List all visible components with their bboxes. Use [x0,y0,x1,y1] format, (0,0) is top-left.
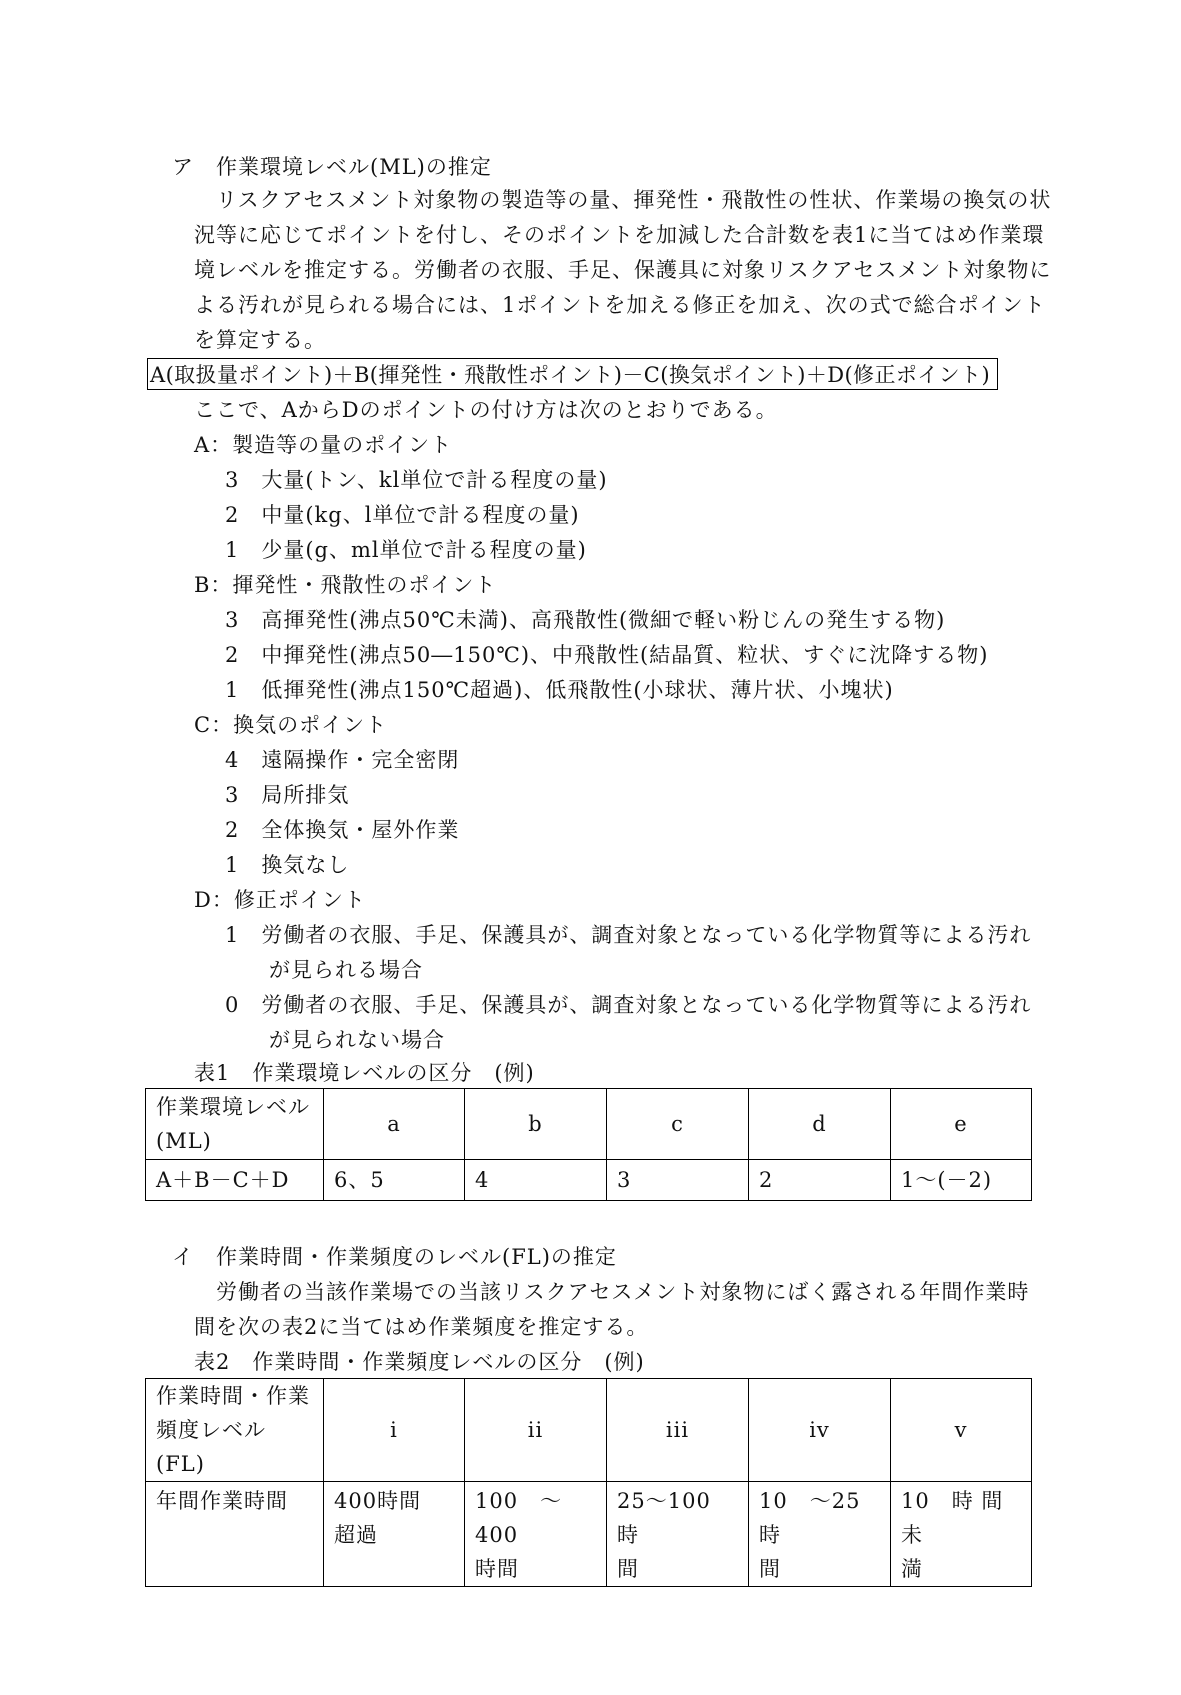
point-d-title: D：修正ポイント [194,888,366,912]
table-row [146,1379,1032,1482]
table2-caption: 表2 作業時間・作業頻度レベルの区分 (例) [194,1350,645,1374]
paragraph-line: よる汚れが見られる場合には、1ポイントを加える修正を加え、次の式で総合ポイント [194,293,1046,317]
value-cell: 4 [465,1160,607,1201]
value-line: 間 [759,1557,781,1581]
point-c-title: C：換気のポイント [194,713,388,737]
paragraph-line: 間を次の表2に当てはめ作業頻度を推定する。 [194,1315,649,1339]
paragraph-line: 況等に応じてポイントを付し、そのポイントを加減した合計数を表1に当てはめ作業環 [194,223,1045,247]
point-a-item: 1 少量(g、ml単位で計る程度の量) [225,538,587,562]
table-row [146,1089,1032,1160]
level-cell: c [607,1089,749,1160]
value-cell: 2 [749,1160,891,1201]
value-cell: 1～(－2) [891,1160,1032,1201]
level-cell: d [749,1089,891,1160]
value-cell [607,1482,749,1587]
point-b-item: 3 高揮発性(沸点50℃未満)、高飛散性(微細で軽い粉じんの発生する物) [225,608,946,632]
formula-box: A(取扱量ポイント)＋B(揮発性・飛散性ポイント)－C(換気ポイント)＋D(修正ポイント) [147,358,998,390]
row-label-cell: A＋B－C＋D [146,1160,324,1201]
point-c-item: 1 換気なし [225,853,350,877]
value-cell [324,1482,465,1587]
point-c-item: 4 遠隔操作・完全密閉 [225,748,460,772]
level-cell: iii [607,1379,749,1482]
work-frequency-level-table [145,1378,1032,1587]
paragraph-line: 境レベルを推定する。労働者の衣服、手足、保護具に対象リスクアセスメント対象物に [194,258,1052,282]
value-line: 10 時 間 未 [901,1489,1004,1547]
value-cell: 6、5 [324,1160,465,1201]
point-d-item: 0 労働者の衣服、手足、保護具が、調査対象となっている化学物質等による汚れ [225,993,1032,1017]
section-a-heading: ア 作業環境レベル(ML)の推定 [172,155,492,179]
point-a-item: 3 大量(トン、kl単位で計る程度の量) [225,468,608,492]
table-header-cell [146,1379,324,1482]
table-row [146,1482,1032,1587]
point-a-title: A：製造等の量のポイント [194,433,453,457]
header-label-line: 作業環境レベル [156,1095,310,1119]
level-cell: v [891,1379,1032,1482]
level-cell: e [891,1089,1032,1160]
level-cell: i [324,1379,465,1482]
value-line: 400時間 [334,1489,422,1513]
header-label-line: 頻度レベル(FL) [156,1418,266,1476]
value-cell [465,1482,607,1587]
paragraph-line: 労働者の当該作業場での当該リスクアセスメント対象物にばく露される年間作業時 [216,1280,1030,1304]
level-cell: a [324,1089,465,1160]
value-cell [891,1482,1032,1587]
value-cell: 3 [607,1160,749,1201]
point-d-item-cont: が見られる場合 [225,958,423,982]
point-a-item: 2 中量(kg、l単位で計る程度の量) [225,503,580,527]
point-d-item-cont: が見られない場合 [225,1028,445,1052]
level-cell: iv [749,1379,891,1482]
value-line: 超過 [334,1523,378,1547]
table-row [146,1160,1032,1201]
point-d-item: 1 労働者の衣服、手足、保護具が、調査対象となっている化学物質等による汚れ [225,923,1032,947]
value-cell [749,1482,891,1587]
value-line: 間 [617,1557,639,1581]
value-line: 10 ～25 時 [759,1489,883,1547]
paragraph-line: リスクアセスメント対象物の製造等の量、揮発性・飛散性の性状、作業場の換気の状 [216,188,1052,212]
paragraph-line: を算定する。 [194,328,326,352]
work-environment-level-table [145,1088,1032,1201]
intro-text: ここで、AからDのポイントの付け方は次のとおりである。 [194,398,778,422]
table1-caption: 表1 作業環境レベルの区分 (例) [194,1061,535,1085]
point-c-item: 3 局所排気 [225,783,350,807]
value-line: 満 [901,1557,923,1581]
point-c-item: 2 全体換気・屋外作業 [225,818,460,842]
value-line: 100 ～ 400 [475,1489,585,1547]
point-b-item: 1 低揮発性(沸点150℃超過)、低飛散性(小球状、薄片状、小塊状) [225,678,894,702]
header-label-line: (ML) [156,1129,212,1153]
value-line: 25～100 時 [617,1489,733,1547]
section-i-heading: イ 作業時間・作業頻度のレベル(FL)の推定 [172,1245,617,1269]
value-line: 時間 [475,1557,519,1581]
level-cell: b [465,1089,607,1160]
row-label-cell: 年間作業時間 [146,1482,324,1587]
point-b-item: 2 中揮発性(沸点50―150℃)、中飛散性(結晶質、粒状、すぐに沈降する物) [225,643,989,667]
header-label-line: 作業時間・作業 [156,1384,310,1408]
point-b-title: B：揮発性・飛散性のポイント [194,573,497,597]
table-header-cell [146,1089,324,1160]
level-cell: ii [465,1379,607,1482]
